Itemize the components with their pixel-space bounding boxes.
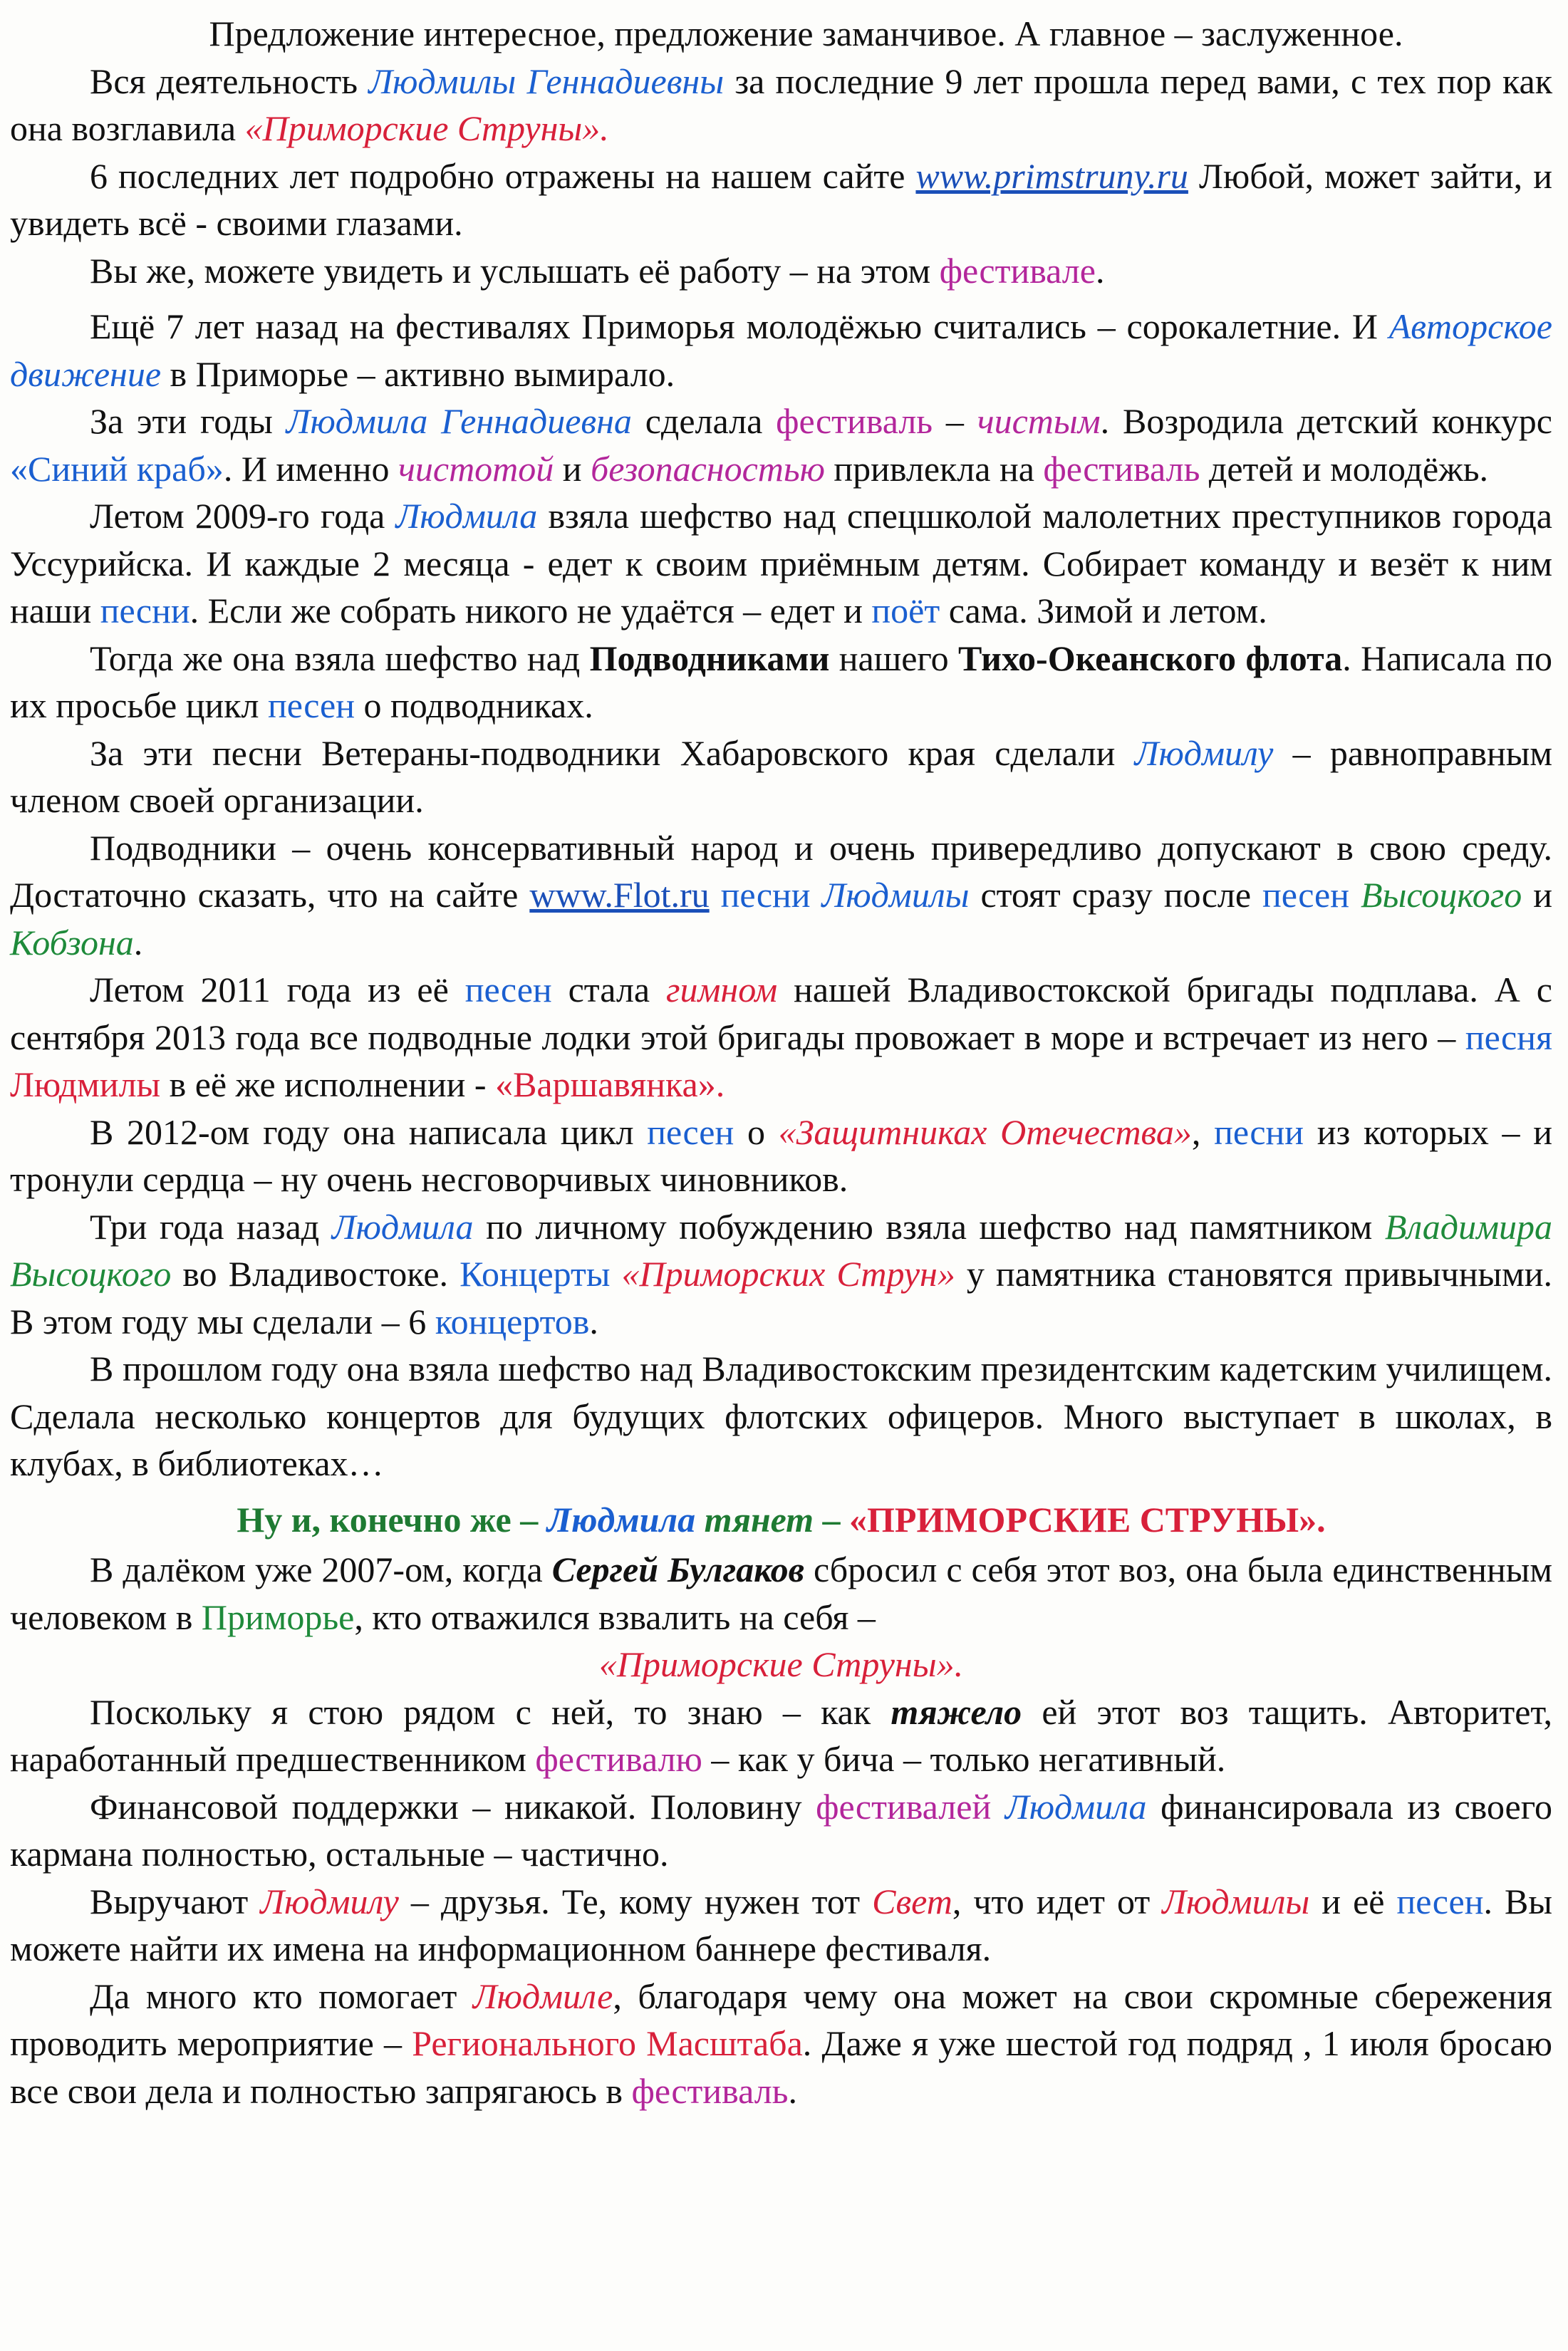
- text-segment: В прошлом году она взяла шефство над Владивостокским президентским кадетским училищем. Сделала несколько концертов для будущих флотских офицеров. Много выступает в школах, в клубах, в библиотеках…: [10, 1349, 1552, 1483]
- text-segment: песен: [268, 685, 355, 725]
- text-segment: песни: [720, 875, 811, 915]
- text-segment: Людмилы: [10, 1064, 161, 1104]
- paragraph: [10, 730, 1552, 824]
- text-segment: Финансовой поддержки – никакой. Половину: [90, 1786, 816, 1827]
- text-segment: сделала: [631, 401, 777, 441]
- text-segment: .: [1095, 250, 1105, 291]
- paragraph: [10, 492, 1552, 635]
- text-segment: и: [554, 448, 591, 489]
- paragraph: [10, 824, 1552, 967]
- text-segment: [1349, 875, 1361, 915]
- text-segment: Людмилу: [260, 1881, 399, 1921]
- text-segment: – равноправным членом своей организации.: [10, 732, 1552, 820]
- text-segment: в её же исполнении -: [160, 1064, 496, 1104]
- text-segment: гимном: [665, 970, 778, 1010]
- text-segment: песня: [1465, 1017, 1552, 1057]
- text-segment: Ещё 7 лет назад на фестивалях Приморья молодёжью считались – сорокалетние. И: [90, 306, 1389, 346]
- text-segment: о подводниках.: [354, 685, 593, 725]
- text-segment: Любой, может зайти, и увидеть всё - своими глазами.: [10, 155, 1552, 243]
- text-segment: , кто отважился взвалить на себя –: [354, 1597, 876, 1637]
- text-segment: – друзья. Те, кому нужен тот: [398, 1881, 873, 1921]
- text-segment: стала: [551, 970, 666, 1010]
- text-segment: Вся деятельность: [90, 61, 369, 101]
- text-segment: и: [1522, 875, 1553, 915]
- text-segment: концертов: [435, 1301, 590, 1341]
- text-segment: сама. Зимой и летом.: [940, 591, 1267, 630]
- text-segment: Подводники – очень консервативный народ и очень привередливо допускают в свою среду. Достаточно сказать, что на сайте: [10, 827, 1552, 915]
- paragraph: [10, 58, 1552, 152]
- paragraph: [10, 1878, 1552, 1973]
- text-segment: ей этот воз тащить. Авторитет, наработанный предшественником: [10, 1691, 1552, 1779]
- text-segment: «Приморских Струн»: [621, 1254, 955, 1294]
- text-segment: Людмила: [546, 1499, 696, 1540]
- text-segment: . Возродила детский конкурс: [1100, 401, 1552, 441]
- text-segment: .: [589, 1301, 598, 1341]
- text-segment: За эти песни Ветераны-подводники Хабаровского края сделали: [90, 732, 1135, 773]
- text-segment: Три года назад: [90, 1206, 332, 1247]
- text-segment: нашей Владивостокской бригады подплава. А с сентября 2013 года все подводные лодки этой бригады провожает в море и встречает из него –: [10, 970, 1552, 1057]
- text-segment: В далёком уже 2007-ом, когда: [90, 1550, 552, 1589]
- text-segment: за последние 9 лет прошла перед вами, с тех пор как она возглавила: [10, 61, 1553, 148]
- paragraph: [10, 966, 1552, 1109]
- text-segment: «Варшавянка».: [495, 1064, 725, 1104]
- text-segment: Сергей Булгаков: [551, 1550, 804, 1589]
- text-segment: . Вы можете найти их имена на информационном баннере фестиваля.: [10, 1881, 1552, 1968]
- text-segment: Авторское движение: [10, 306, 1552, 394]
- text-segment: Людмилы Геннадиевны: [368, 61, 725, 101]
- text-segment: поёт: [871, 591, 940, 630]
- text-segment: песен: [1262, 875, 1349, 915]
- text-segment: песен: [647, 1111, 734, 1152]
- text-segment: стоят сразу после: [969, 875, 1263, 915]
- text-segment: Летом 2009-го года: [90, 496, 396, 536]
- text-segment: . Если же собрать никого не удаётся – едет и: [189, 591, 872, 630]
- text-segment: Владимира Высоцкого: [10, 1206, 1552, 1294]
- paragraph: [10, 1783, 1552, 1878]
- text-segment: .: [788, 2070, 797, 2111]
- text-segment: из которых – и тронули сердца – ну очень несговорчивых чиновников.: [10, 1111, 1553, 1199]
- text-segment: 6 последних лет подробно отражены на нашем сайте: [90, 155, 916, 196]
- text-segment: Людмила: [331, 1206, 474, 1247]
- text-segment: Вы же, можете увидеть и услышать её работу – на этом: [90, 250, 940, 291]
- text-segment: Тогда же она взяла шефство над: [90, 638, 590, 678]
- text-segment: фестивале: [939, 250, 1096, 291]
- text-segment: фестиваль: [1043, 448, 1200, 489]
- text-segment: чистым: [977, 401, 1101, 441]
- text-segment: песен: [464, 970, 552, 1010]
- text-segment: детей и молодёжь.: [1200, 448, 1489, 489]
- paragraph: [10, 1109, 1552, 1203]
- text-segment: Людмила: [1004, 1786, 1147, 1827]
- text-segment: Подводниками: [589, 638, 830, 678]
- paragraph: [10, 635, 1552, 730]
- text-segment: Предложение интересное, предложение заманчивое. А главное – заслуженное.: [209, 14, 1403, 53]
- paragraph: [10, 10, 1552, 58]
- text-segment: За эти годы: [90, 401, 286, 441]
- text-segment: – как у бича – только негативный.: [702, 1739, 1226, 1779]
- text-segment: Людмилу: [1134, 732, 1274, 773]
- text-segment: финансировала из своего кармана полностью, остальные – частично.: [10, 1786, 1553, 1874]
- text-segment: Да много кто помогает: [90, 1976, 473, 2016]
- text-segment: Высоцкого: [1360, 875, 1522, 915]
- paragraph: [10, 1688, 1552, 1783]
- text-segment: . И именно: [223, 448, 399, 489]
- text-segment: Людмилы: [1162, 1881, 1310, 1921]
- text-segment: тяжело: [891, 1691, 1022, 1732]
- text-segment: взяла шефство над спецшколой малолетних преступников города Уссурийска. И каждые 2 месяца - едет к своим приёмным детям. Собирает команду и везёт к ним наши: [10, 496, 1552, 630]
- text-segment: «Защитниках Отечества»: [778, 1111, 1192, 1152]
- paragraph: [10, 1203, 1552, 1346]
- paragraph: [10, 247, 1552, 295]
- website-link[interactable]: www.primstruny.ru: [915, 155, 1188, 196]
- paragraph: [10, 152, 1552, 247]
- text-segment: фестиваль: [776, 401, 933, 441]
- section-heading: [10, 1496, 1552, 1544]
- text-segment: по личному побуждению взяла шефство над памятником: [473, 1206, 1385, 1247]
- text-segment: . Даже я уже шестой год подряд , 1 июля бросаю все свои дела и полностью запрягаюсь в: [10, 2023, 1552, 2111]
- text-segment: Ну и, конечно же –: [237, 1499, 547, 1540]
- text-segment: нашего: [829, 638, 959, 678]
- text-segment: –: [814, 1499, 850, 1540]
- paragraph: [10, 1345, 1552, 1488]
- text-segment: В 2012-ом году она написала цикл: [90, 1111, 648, 1152]
- text-segment: Выручают: [90, 1881, 261, 1921]
- paragraph: [10, 1973, 1552, 2115]
- text-segment: Кобзона: [10, 922, 134, 962]
- text-segment: во Владивостоке.: [171, 1254, 460, 1294]
- text-segment: .: [133, 922, 143, 962]
- text-segment: Людмилы: [821, 875, 970, 915]
- text-segment: Тихо-Океанского флота: [958, 638, 1343, 678]
- text-segment: [991, 1787, 1005, 1827]
- text-segment: Людмиле: [472, 1976, 613, 2016]
- text-segment: Поскольку я стою рядом с ней, то знаю – как: [90, 1691, 891, 1732]
- text-segment: сбросил с себя этот воз, она была единственным человеком в: [10, 1550, 1553, 1637]
- text-segment: песен: [1396, 1881, 1484, 1921]
- text-segment: чистотой: [398, 448, 554, 489]
- text-segment: тянет: [695, 1499, 814, 1540]
- text-segment: песни: [1214, 1111, 1304, 1152]
- paragraph: [10, 303, 1552, 398]
- text-segment: фестивалей: [816, 1786, 992, 1827]
- text-segment: –: [933, 401, 977, 441]
- text-segment: Приморье: [201, 1597, 355, 1637]
- text-segment: «Синий краб»: [10, 448, 224, 489]
- text-segment: Летом 2011 года из её: [90, 970, 465, 1010]
- text-segment: безопасностью: [591, 448, 825, 489]
- website-link[interactable]: www.Flot.ru: [529, 875, 710, 915]
- text-segment: фестивалю: [535, 1739, 702, 1779]
- text-segment: ,: [1191, 1111, 1215, 1152]
- text-segment: «ПРИМОРСКИЕ СТРУНЫ».: [849, 1499, 1326, 1540]
- paragraph: [10, 1546, 1552, 1688]
- text-segment: и её: [1309, 1881, 1397, 1921]
- text-segment: Концерты: [460, 1254, 611, 1294]
- text-segment: Людмила Геннадиевна: [286, 401, 632, 441]
- text-segment: , благодаря чему она может на свои скромные сбережения проводить мероприятие –: [10, 1976, 1552, 2063]
- text-segment: . Написала по их просьбе цикл: [10, 638, 1552, 725]
- text-segment: [811, 875, 822, 915]
- text-segment: Свет: [872, 1881, 952, 1921]
- text-segment: привлекла на: [824, 448, 1044, 489]
- text-segment: Людмила: [395, 496, 538, 536]
- text-segment: фестиваль: [631, 2070, 789, 2111]
- text-segment: песни: [100, 591, 190, 630]
- paragraph: [10, 398, 1552, 492]
- text-segment: , что идет от: [952, 1881, 1163, 1921]
- text-segment: «Приморские Струны».: [598, 1644, 964, 1684]
- text-segment: [610, 1254, 621, 1294]
- text-segment: у памятника становятся привычными. В этом году мы сделали – 6: [10, 1254, 1553, 1341]
- text-segment: [710, 875, 721, 915]
- text-segment: «Приморские Струны».: [244, 108, 609, 148]
- text-segment: Регионального Масштаба: [412, 2023, 803, 2063]
- text-segment: о: [734, 1111, 779, 1152]
- text-segment: в Приморье – активно вымирало.: [161, 353, 675, 394]
